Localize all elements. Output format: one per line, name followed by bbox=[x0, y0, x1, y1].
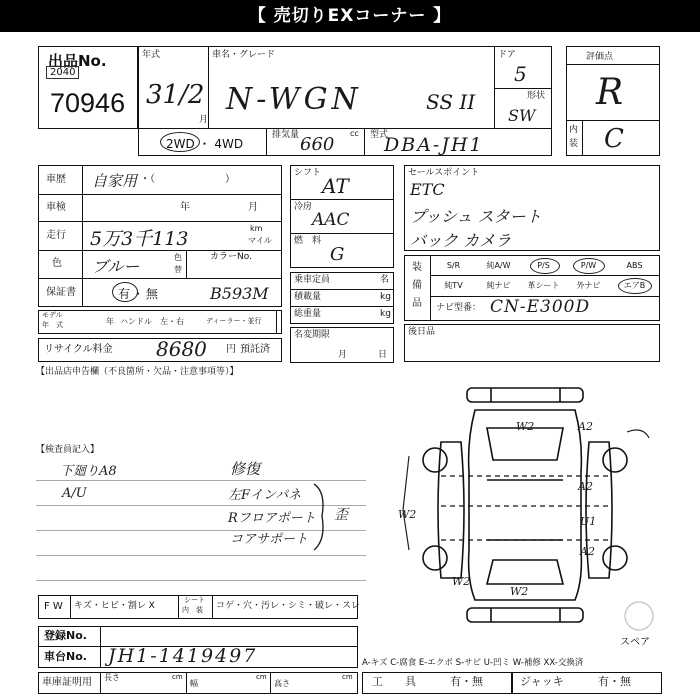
model-type-value: DBA-JH1 bbox=[384, 134, 484, 156]
chassis-label: 車台No. bbox=[44, 650, 87, 663]
name-change-day: 日 bbox=[378, 350, 388, 360]
lot-number: 70946 bbox=[50, 88, 126, 118]
score-label: 評価点 bbox=[586, 52, 614, 62]
car-damage-diagram bbox=[395, 380, 695, 635]
shape-value: SW bbox=[508, 106, 536, 125]
spare-label: スペア bbox=[620, 637, 650, 648]
year-label: 年式 bbox=[142, 50, 161, 60]
displacement-label: 排気量 bbox=[272, 130, 300, 140]
diagram-mark-2: A2 bbox=[578, 420, 593, 433]
equip-navi: 純ナビ bbox=[486, 281, 511, 290]
car-name-label: 車名・グレード bbox=[212, 50, 276, 60]
warranty-options: 有・無 bbox=[118, 287, 161, 301]
registration-label: 登録No. bbox=[44, 629, 87, 642]
warranty-label: 保証書 bbox=[46, 287, 76, 298]
car-grade-value: SS II bbox=[426, 90, 476, 114]
chassis-value: JH1-1419497 bbox=[108, 645, 258, 667]
door-label: ドア bbox=[498, 50, 516, 60]
inspector-note-right-2: 左Fインパネ bbox=[228, 488, 302, 503]
lot-sub-number: 2040 bbox=[46, 66, 79, 79]
warranty-selected-circle bbox=[112, 282, 138, 302]
load-label: 積載量 bbox=[294, 292, 322, 302]
mileage-label: 走行 bbox=[46, 230, 66, 241]
shift-label: シフト bbox=[294, 168, 322, 178]
interior-value: C bbox=[604, 124, 624, 154]
inspection-year-unit: 年 bbox=[180, 202, 190, 213]
declaration-label: 【出品店申告欄（不良箇所・欠品・注意事項等）】 bbox=[36, 367, 239, 377]
after-items-label: 後日品 bbox=[408, 327, 436, 337]
recycle-status: 預託済 bbox=[240, 344, 270, 355]
history-value: 自家用 bbox=[92, 172, 138, 190]
equipment-label-2: 備 bbox=[412, 280, 422, 291]
seats-unit: 名 bbox=[380, 275, 390, 285]
cert-width: 幅 bbox=[190, 679, 198, 688]
drive-options: 2WD ・ 4WD bbox=[166, 137, 244, 151]
name-change-month: 月 bbox=[338, 350, 348, 360]
equip-ext-navi: 外ナビ bbox=[576, 281, 601, 290]
recycle-value: 8680 bbox=[156, 337, 207, 361]
sales-point-1: ETC bbox=[410, 180, 445, 199]
recycle-unit: 円 bbox=[226, 344, 236, 355]
inspector-note-right-4: コアサポート bbox=[230, 532, 309, 547]
jack-label: ジャッキ bbox=[520, 675, 564, 688]
navi-value: CN-E300D bbox=[490, 297, 591, 317]
inspector-label: 【検査員記入】 bbox=[36, 445, 100, 455]
circle-ps bbox=[530, 258, 560, 274]
history-label: 車歴 bbox=[46, 174, 66, 185]
year-value: 31/2 bbox=[146, 80, 205, 110]
seat-label-1: シート bbox=[184, 596, 205, 604]
model-year-label-1: モデル bbox=[42, 311, 63, 319]
diagram-mark-8: W2 bbox=[510, 585, 529, 598]
diagram-mark-6: W2 bbox=[398, 508, 417, 521]
cert-label: 車庫証明用 bbox=[42, 677, 92, 688]
sales-points-label: セールスポイント bbox=[408, 168, 480, 178]
seat-items: コゲ・穴・汚レ・シミ・破レ・スレ bbox=[216, 601, 361, 611]
color-swap-2: 替 bbox=[174, 265, 182, 274]
equip-tv: 純TV bbox=[444, 281, 463, 290]
interior-label-2: 装 bbox=[569, 139, 579, 149]
name-change-label: 名変期限 bbox=[294, 330, 331, 340]
tools-label: 工 具 bbox=[372, 675, 416, 688]
sales-point-3: バック カメラ bbox=[410, 231, 512, 250]
cert-length: 長さ bbox=[104, 673, 120, 682]
diagram-mark-3: A2 bbox=[578, 480, 593, 493]
weight-unit: kg bbox=[380, 309, 391, 319]
displacement-unit: cc bbox=[350, 129, 359, 138]
inspector-note-left-1: 下廻りA8 bbox=[60, 464, 117, 479]
circle-airbag bbox=[618, 278, 652, 294]
diagram-mark-1: W2 bbox=[516, 420, 535, 433]
model-year-label-2: 年 式 bbox=[42, 321, 63, 329]
load-unit: kg bbox=[380, 292, 391, 302]
drive-selected-circle bbox=[160, 132, 200, 152]
color-no-value: B593M bbox=[210, 284, 269, 303]
diagram-mark-7: W2 bbox=[452, 575, 471, 588]
damage-legend: A-キズ C-腐食 E-エクボ S-サビ U-凹ミ W-補修 XX-交換済 bbox=[362, 658, 584, 668]
cert-height: 高さ bbox=[274, 679, 290, 688]
equip-alloy: 純A/W bbox=[486, 261, 511, 270]
color-no-label: カラーNo. bbox=[210, 252, 252, 262]
equip-abs: ABS bbox=[626, 261, 643, 270]
lot-label: 出品No. bbox=[48, 52, 107, 70]
jack-options: 有・無 bbox=[598, 675, 631, 688]
model-year-unit: 年 bbox=[106, 317, 114, 326]
equipment-label-1: 装 bbox=[412, 262, 422, 273]
fuel-label: 燃 料 bbox=[294, 236, 322, 246]
equipment-label-3: 品 bbox=[412, 298, 422, 309]
interior-label-1: 内 bbox=[569, 125, 579, 135]
color-label: 色 bbox=[52, 258, 62, 269]
cert-length-unit: cm bbox=[172, 673, 183, 681]
seat-label-2: 内 装 bbox=[182, 606, 203, 614]
displacement-value: 660 bbox=[300, 134, 335, 155]
model-type-label: 型式 bbox=[370, 130, 389, 140]
history-suffix: ・（ ） bbox=[140, 174, 235, 185]
fw-label: F W bbox=[44, 601, 63, 612]
seats-label: 乗車定員 bbox=[294, 275, 331, 285]
bracket-note: 歪 bbox=[334, 507, 348, 523]
tools-options: 有・無 bbox=[450, 675, 483, 688]
ac-label: 冷房 bbox=[294, 202, 313, 212]
weight-label: 総重量 bbox=[294, 309, 322, 319]
fw-items: キズ・ヒビ・割レ X bbox=[74, 601, 155, 611]
mileage-unit-mile: マイル bbox=[248, 236, 272, 245]
cert-height-unit: cm bbox=[342, 673, 353, 681]
shift-value: AT bbox=[322, 174, 349, 198]
recycle-label: リサイクル料金 bbox=[44, 344, 113, 355]
bracket-mark bbox=[310, 482, 330, 552]
inspector-note-right-1: 修復 bbox=[230, 460, 261, 478]
mileage-value: 5万3千113 bbox=[90, 228, 189, 250]
mileage-unit-km: km bbox=[250, 224, 263, 233]
diagram-mark-5: U1 bbox=[580, 515, 597, 528]
color-value: ブルー bbox=[92, 257, 140, 276]
equip-ps: P/S bbox=[537, 261, 550, 270]
inspector-note-right-3: Rフロアポート bbox=[228, 511, 316, 526]
color-swap-1: 色 bbox=[174, 253, 182, 262]
page-banner: 【 売切りEXコーナー 】 bbox=[0, 0, 700, 32]
score-value: R bbox=[596, 72, 624, 113]
handle-options: ハンドル 左・右 bbox=[120, 317, 184, 326]
inspection-month-unit: 月 bbox=[248, 202, 258, 213]
door-value: 5 bbox=[514, 62, 527, 86]
dealer-options: ディーラー・並行 bbox=[206, 317, 262, 325]
navi-label: ナビ型番： bbox=[436, 303, 482, 313]
diagram-mark-4: A2 bbox=[580, 545, 595, 558]
cert-width-unit: cm bbox=[256, 673, 267, 681]
circle-pw bbox=[573, 258, 605, 274]
sales-point-2: プッシュ スタート bbox=[410, 207, 542, 226]
inspector-note-left-2: A/U bbox=[62, 486, 87, 501]
equip-airbag: エアB bbox=[623, 281, 646, 290]
shape-label: 形状 bbox=[527, 91, 546, 101]
car-name-value: N-WGN bbox=[226, 82, 362, 117]
equip-pw: P/W bbox=[580, 261, 597, 270]
inspection-label: 車検 bbox=[46, 202, 66, 213]
after-items-box bbox=[404, 324, 660, 362]
fuel-value: G bbox=[330, 244, 345, 265]
ac-value: AAC bbox=[312, 210, 350, 230]
equip-sr: S/R bbox=[446, 261, 461, 270]
year-month-label: 月 bbox=[199, 115, 209, 125]
equip-leather: 革シート bbox=[527, 281, 560, 290]
